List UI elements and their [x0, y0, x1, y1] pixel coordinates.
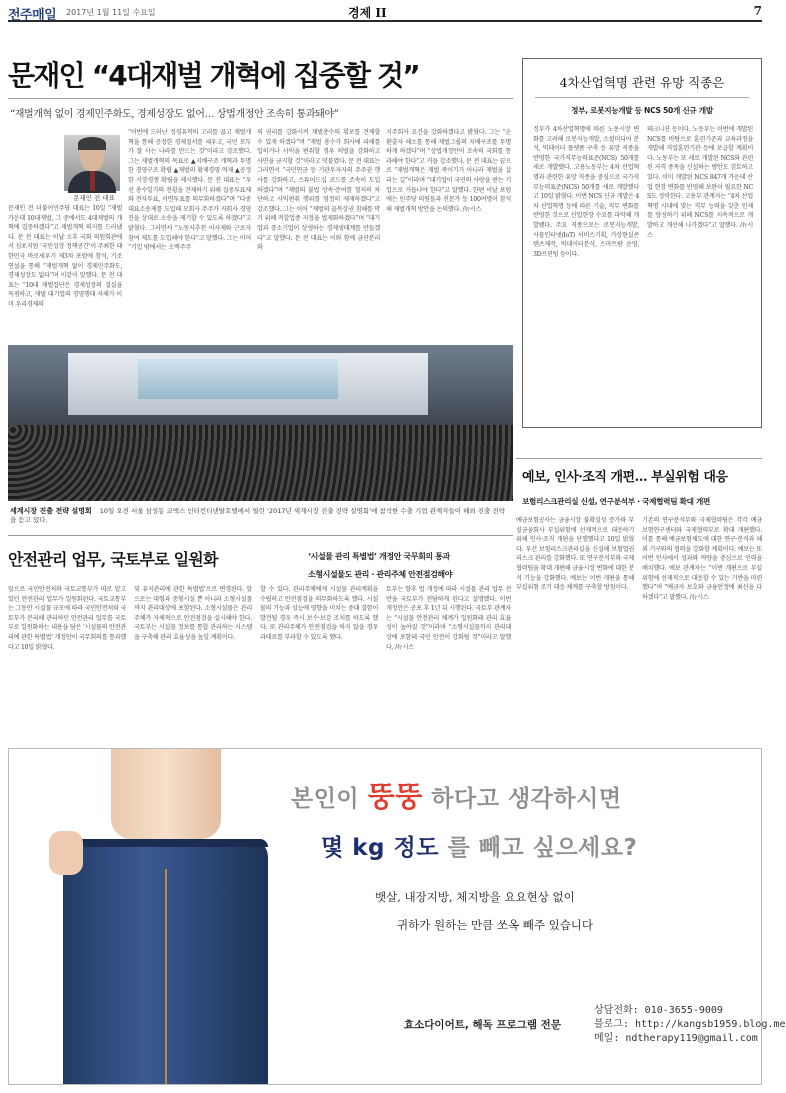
divider: [516, 458, 762, 459]
newspaper-logo: 전주매일: [8, 8, 57, 23]
ad-copy-line1: 뱃살, 내장지방, 체지방을 요요현상 없이: [375, 890, 575, 904]
ad-blog-link[interactable]: 블로그: http://kangsb1959.blog.me: [594, 1019, 786, 1030]
sidebar-subheadline: 정부, 로봇지능개발 등 NCS 50개 신규 개발: [571, 106, 713, 115]
ad-headline-line2: 몇 kg 정도 를 빼고 싶으세요?: [321, 835, 638, 861]
conference-photo: [8, 345, 513, 501]
photo-caption: [10, 507, 510, 525]
sidebar-text-col1: 정부가 4차산업혁명에 따른 노동시장 변화를 고려해 로봇지능개발, 소셜미디어 분석, 빅데이터 플랫폼 구축 등 유망 직종을 반영한 국가직무능력표준(NCS) 50개를 새로 개발했다. 고용노동부는 4차 산업혁명과 관련한 유망 직종을 중심으로 국가직무능력표준(NCS) 50개를 새로 개발했다고 10일 밝혔다. 이번 NCS 신규 개발은 4차 산업혁명 등에 따른 기술, 직무 변화를 반영한 것으로 산업현장 수요를 파악해 개발됐다. 주요 직종으로는 로봇지능개발, 사물인터넷(IoT) 서비스기획, 가상현실콘텐츠제작, 빅데이터분석, 스마트팜 운영, 3D프린팅 등이다.: [533, 126, 639, 258]
right-headline: 예보, 인사·조직 개편… 부실위험 대응: [522, 470, 728, 485]
divider: [8, 535, 513, 536]
lead-text-col2: “이번에 드러난 정경유착의 고리를 끊고 재벌개혁을 통해 공정한 경제질서를 세우고, 국민 모두가 잘 사는 나라를 만드는 것”이라고 강조했다. 그는 재벌개혁의 목표로 ▲지배구조 개혁과 투명한 경영구조 확립 ▲재벌의 황제경영 억제 ▲공정한 시장경쟁 확립을 제시했다. 문 전 대표는 “우선 총수일가의 전횡을 견제하기 위해 집중투표제와 전자투표, 서면투표를 의무화하겠다”며 “다중대표소송제를 도입해 모회사 주주가 자회사 경영진을 상대로 소송을 제기할 수 있도록 하겠다”고 밝혔다. 그러면서 “노동자추천 이사제와 근로자 참여 제도를 도입해야 한다”고 말했다. 그는 이어 “기업 밖에서는 소액주주: [128, 129, 251, 252]
issue-date: 2017년 1월 11일 수요일: [66, 8, 156, 17]
ad-emphasis-weight: 몇 kg 정도: [321, 835, 439, 861]
ad-headline-line1: 본인이 뚱뚱 하다고 생각하시면: [291, 780, 622, 813]
safety-subheadline-1: ‘시설물 관리 특별법’ 개정안 국무회의 통과: [308, 552, 450, 561]
ad-emphasis-word: 뚱뚱: [367, 780, 423, 813]
ad-model-image: [41, 749, 251, 1086]
safety-text-col2: 및 유지관리에 관한 특별법’으로 변경된다. 앞으로는 대형과 중형시설 뿐 아니라 소형시설물까지 관리대상에 포함된다. 소형시설물은 관리주체가 자체적으로 안전점검을 실시해야 한다. 국토부는 시설물 정보를 통합 관리하는 시스템을 구축해 관리 효율성을 높일 계획이다.: [134, 586, 252, 641]
lead-text-col3: 의 권리를 강화시켜 재벌총수의 횡포를 견제할 수 있게 하겠다”며 “재벌 총수가 회사에 피해를 입히거나 사익을 편취할 경우 처벌을 강화하고 사면을 금지할 것”이라고 덧붙였다. 문 전 대표는 그러면서 “국민연금 등 기관투자자의 주주권 행사를 강화하고, 스튜어드십 코드를 조속히 도입하겠다”며 “재벌의 불법 상속·증여를 철저히 차단하고 사익편취 행위를 엄정히 제재하겠다”고 강조했다. 그는 이어 “재벌의 골목상권 침해를 막기 위해 적합업종 지정을 법제화하겠다”며 “대기업과 중소기업이 상생하는 경제생태계를 만들겠다”고 말했다. 문 전 대표는 이와 함께 금산분리와: [257, 129, 380, 252]
ad-contact: [594, 1004, 786, 1046]
ad-phone: 상담전화: 010-3655-9009: [594, 1005, 723, 1016]
photo-caption-title: 세계시장 진출 전략 설명회: [10, 507, 92, 515]
portrait-caption: 문재인 전 대표: [73, 194, 115, 202]
page-number: 7: [753, 4, 762, 18]
lead-text-col4: 지주회사 요건을 강화하겠다고 밝혔다. 그는 “순환출자 해소를 통해 재벌그룹의 지배구조를 투명하게 하겠다”며 “상법개정안이 조속히 국회를 통과해야 한다”고 거듭 강조했다. 문 전 대표는 끝으로 “재벌개혁은 재벌 죽이기가 아니라 재벌을 살리는 길”이라며 “대기업이 국민의 사랑을 받는 기업으로 거듭나야 한다”고 말했다. 한편 이날 포럼에는 민주당 의원들과 전문가 등 100여명이 참석해 재벌개혁 방안을 논의했다. /뉴시스: [386, 129, 511, 213]
photo-caption-text: 10일 오전 서울 삼성동 코엑스 인터컨티넨탈호텔에서 열린 ‘2017년 세계시장 진출 전략 설명회’에 참석한 수출 기업 관계자들이 해외 진출 전략을 듣고 있다.: [10, 507, 505, 524]
safety-subheadline: [308, 548, 452, 584]
safety-text-col4: 토부는 향후 법 개정에 따라 시설물 관리 업무 전반을 국토부가 전담하게 된다고 설명했다. 이번 개정안은 공포 후 1년 뒤 시행된다. 국토부 관계자는 “시설물 안전관리 체계가 일원화돼 관리 효율성이 높아질 것”이라며 “소형시설물까지 관리대상에 포함돼 국민 안전이 강화될 것”이라고 말했다. /뉴시스: [386, 586, 511, 651]
safety-subheadline-2: 소형시설물도 관리 · 관리주체 안전점검해야: [308, 570, 453, 579]
sidebar-headline: 4차산업혁명 관련 유망 직종은: [559, 75, 725, 90]
lead-headline: 문재인 “4대재벌 개혁에 집중할 것”: [8, 59, 419, 92]
sidebar-article-box: [522, 58, 762, 428]
masthead: [8, 4, 762, 22]
divider: [535, 97, 749, 98]
safety-text-col3: 할 수 있다. 관리주체에게 시설물 관리계획을 수립하고 안전점검을 의무화하도록 했다. 시설물의 기능과 성능에 영향을 미치는 중대 결함이 발견될 경우 즉시 보수·보강 조치를 하도록 했다. 또 관리주체가 안전점검을 하지 않을 경우 과태료를 부과할 수 있도록 했다.: [260, 586, 378, 641]
lead-subheadline: “재벌개혁 없이 경제민주화도, 경제성장도 없어… 상법개정안 조속히 통과돼야”: [10, 109, 339, 120]
section-title: 경제 II: [348, 6, 387, 20]
right-subheadline: 보험리스크관리실 신설, 연구분석부 · 국제협력팀 확대 개편: [522, 497, 711, 506]
safety-text-col1: 앞으로 국민안전처와 국토교통부가 따로 맡고 있던 안전관리 업무가 일원화된다. 국토교통부는 그동안 시설물 규모에 따라 국민안전처와 국토부가 분리해 관리하던 안전관리 업무를 국토부로 일원화하는 내용을 담은 ‘시설물의 안전관리에 관한 특별법’ 개정안이 국무회의를 통과했다고 10일 밝혔다.: [8, 586, 126, 651]
ad-copy-line2: 귀하가 원하는 만큼 쏘옥 빼주 있습니다: [397, 918, 594, 932]
lead-text-col1: 문재인 전 더불어민주당 대표는 10일 “재벌 가운데 10대재벌, 그 중에서도 4대재벌의 개혁에 집중하겠다”고 재벌개혁 의지를 드러냈다. 문 전 대표는 이날 오후 국회 의원회관에서 심포지엄 ‘국민성장 정책공간’이 주최한 대한민국 바로세우기 제3차 포럼에 참석, 기조연설을 통해 “재벌개혁 없이 경제민주화도, 경제성장도 없다”며 이같이 말했다. 문 전 대표는 “10대 재벌집단은 경제성장의 결실을 독점하고, 재벌 대기업의 경영행태 자체가 이미 우리경제의: [8, 205, 122, 308]
ad-email[interactable]: 메일: ndtherapy119@gmail.com: [594, 1033, 758, 1044]
ad-brand: 효소다이어트, 해독 프로그램 전문: [404, 1019, 561, 1031]
right-text-col1: 예금보험공사는 금융시장 불확실성 증가와 부실금융회사 부실위험에 선제적으로 대응하기 위해 인사·조직 개편을 단행했다고 10일 밝혔다. 우선 보험리스크관리실을 신설해 보험업권 리스크 관리를 강화했다. 또 연구분석부와 국제협력팀을 확대 개편해 금융시장 변화에 대한 분석 기능을 강화했다. 예보는 이번 개편을 통해 부실위험 조기 대응 체계를 구축할 방침이다.: [516, 517, 634, 592]
safety-headline: 안전관리 업무, 국토부로 일원화: [8, 550, 218, 569]
sidebar-text-col2: 테크니션 등이다. 노동부는 이번에 개발된 NCS를 바탕으로 훈련기준과 교육과정을 개발해 직업훈련기관 등에 보급할 계획이다. 노동부는 또 새로 개발된 NCS와 관련된 자격 종목을 신설하는 방안도 검토하고 있다. 이미 개발된 NCS 847개 가운데 산업 현장 변화를 반영해 보완이 필요한 NCS도 정비한다. 고용부 관계자는 “4차 산업혁명 시대에 맞는 직무 능력을 갖춘 인재를 양성하기 위해 NCS를 지속적으로 개발하고 개선해 나가겠다”고 말했다. /뉴시스: [647, 126, 753, 239]
diet-advertisement: [8, 748, 786, 1085]
divider: [8, 98, 513, 99]
right-text-col2: 기존의 연구분석부와 국제협력팀은 각각 예금보험연구센터와 국제협력부로 확대 개편했다. 이를 통해 예금보험제도에 대한 연구·분석과 해외 기구와의 협력을 강화할 계획이다. 예보는 또 이번 인사에서 성과와 역량을 중심으로 인력을 배치했다. 예보 관계자는 “이번 개편으로 부실위험에 선제적으로 대응할 수 있는 기반을 마련했다”며 “예금자 보호와 금융안정에 최선을 다하겠다”고 말했다. /뉴시스: [642, 517, 762, 601]
